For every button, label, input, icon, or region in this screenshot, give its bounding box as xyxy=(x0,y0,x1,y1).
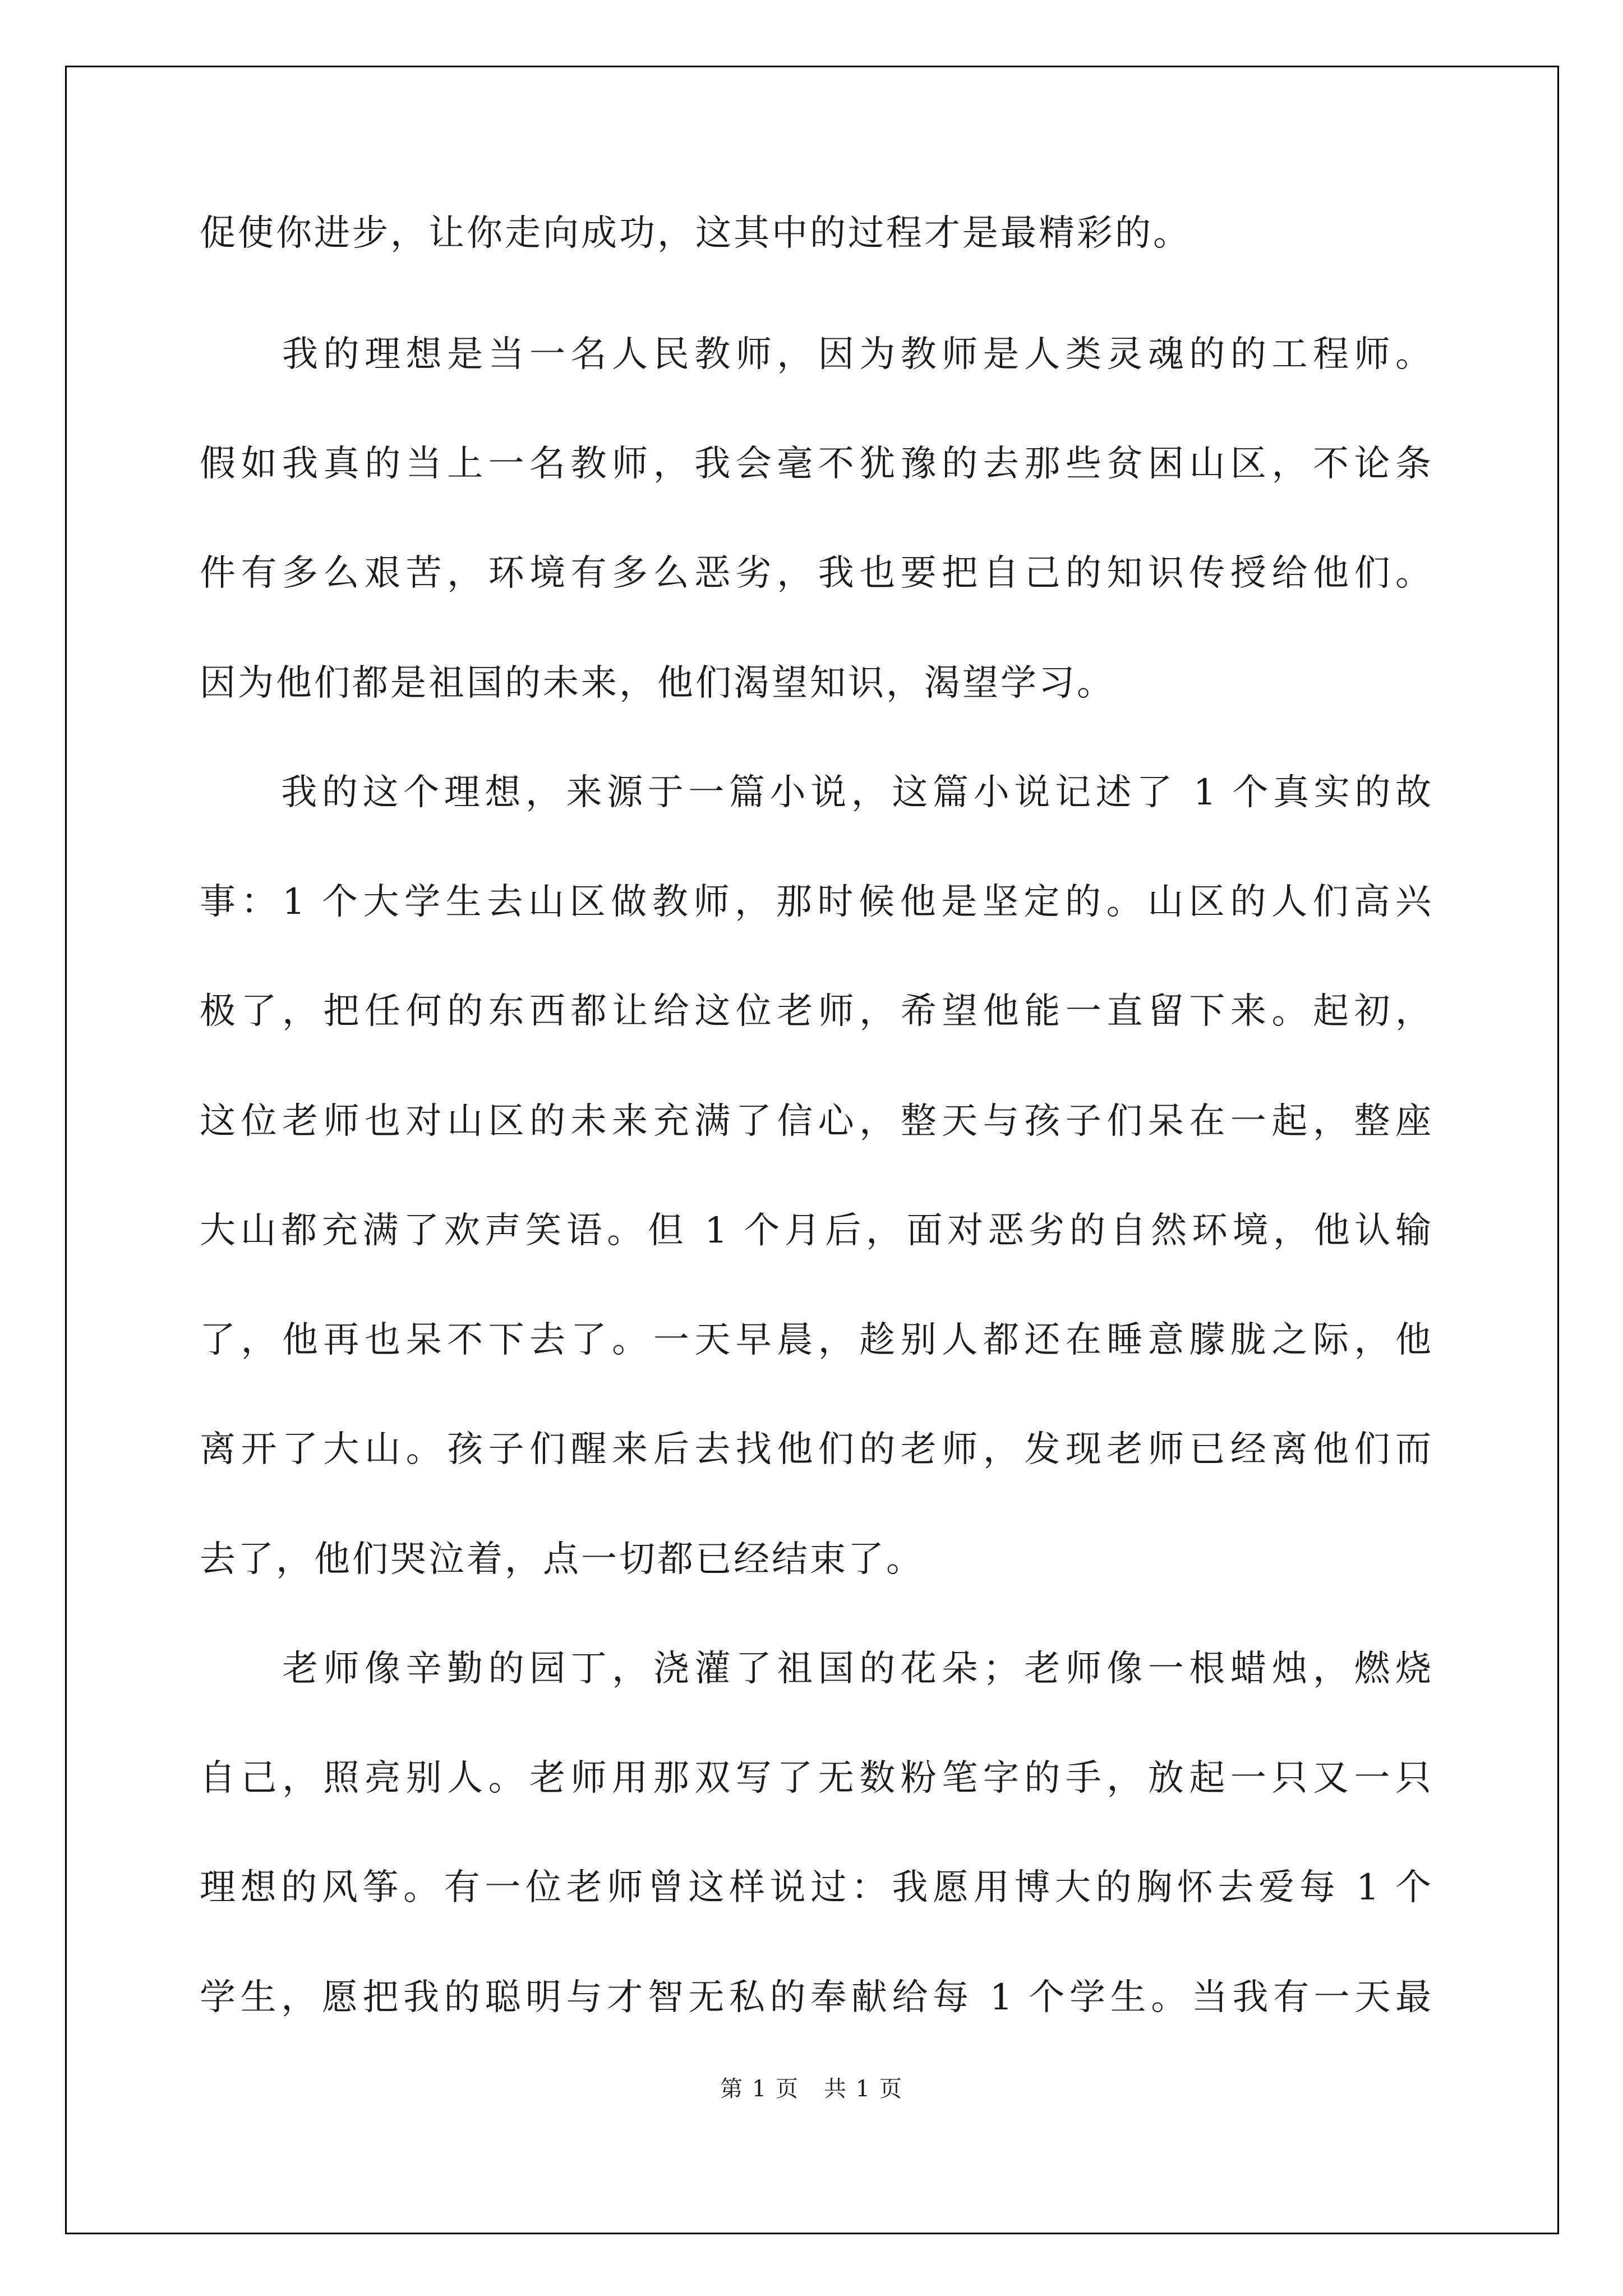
text-line: 离开了大山。孩子们醒来后去找他们的老师，发现老师已经离他们而 xyxy=(200,1429,1431,1470)
text-line: 去了，他们哭泣着，点一切都已经结束了。 xyxy=(200,1539,924,1580)
text-line: 学生，愿把我的聪明与才智无私的奉献给每 1 个学生。当我有一天最 xyxy=(200,1977,1431,2018)
text-line: 假如我真的当上一名教师，我会毫不犹豫的去那些贫困山区，不论条 xyxy=(200,443,1431,485)
text-line: 理想的风筝。有一位老师曾这样说过：我愿用博大的胸怀去爱每 1 个 xyxy=(200,1867,1431,1908)
text-line: 因为他们都是祖国的未来，他们渴望知识，渴望学习。 xyxy=(200,662,1115,704)
text-line: 我的理想是当一名人民教师，因为教师是人类灵魂的的工程师。 xyxy=(200,334,1431,375)
text-line: 事：1 个大学生去山区做教师，那时候他是坚定的。山区的人们高兴 xyxy=(200,881,1431,923)
text-line: 自己，照亮别人。老师用那双写了无数粉笔字的手，放起一只又一只 xyxy=(200,1757,1431,1799)
text-line: 大山都充满了欢声笑语。但 1 个月后，面对恶劣的自然环境，他认输 xyxy=(200,1210,1431,1251)
text-line: 件有多么艰苦，环境有多么恶劣，我也要把自己的知识传授给他们。 xyxy=(200,553,1431,594)
text-line: 这位老师也对山区的未来充满了信心，整天与孩子们呆在一起，整座 xyxy=(200,1101,1431,1142)
text-line: 了，他再也呆不下去了。一天早晨，趁别人都还在睡意朦胧之际，他 xyxy=(200,1319,1431,1361)
page-footer xyxy=(0,2078,1623,2100)
page-total: 共 1 页 xyxy=(824,2076,903,2102)
text-line: 老师像辛勤的园丁，浇灌了祖国的花朵；老师像一根蜡烛，燃烧 xyxy=(200,1648,1431,1690)
text-line: 我的这个理想，来源于一篇小说，这篇小说记述了 1 个真实的故 xyxy=(200,772,1431,813)
text-line: 促使你进步，让你走向成功，这其中的过程才是最精彩的。 xyxy=(200,213,1191,254)
page-border xyxy=(65,66,1559,2234)
page-number: 第 1 页 xyxy=(720,2076,799,2102)
text-line: 极了，把任何的东西都让给这位老师，希望他能一直留下来。起初， xyxy=(200,991,1431,1032)
